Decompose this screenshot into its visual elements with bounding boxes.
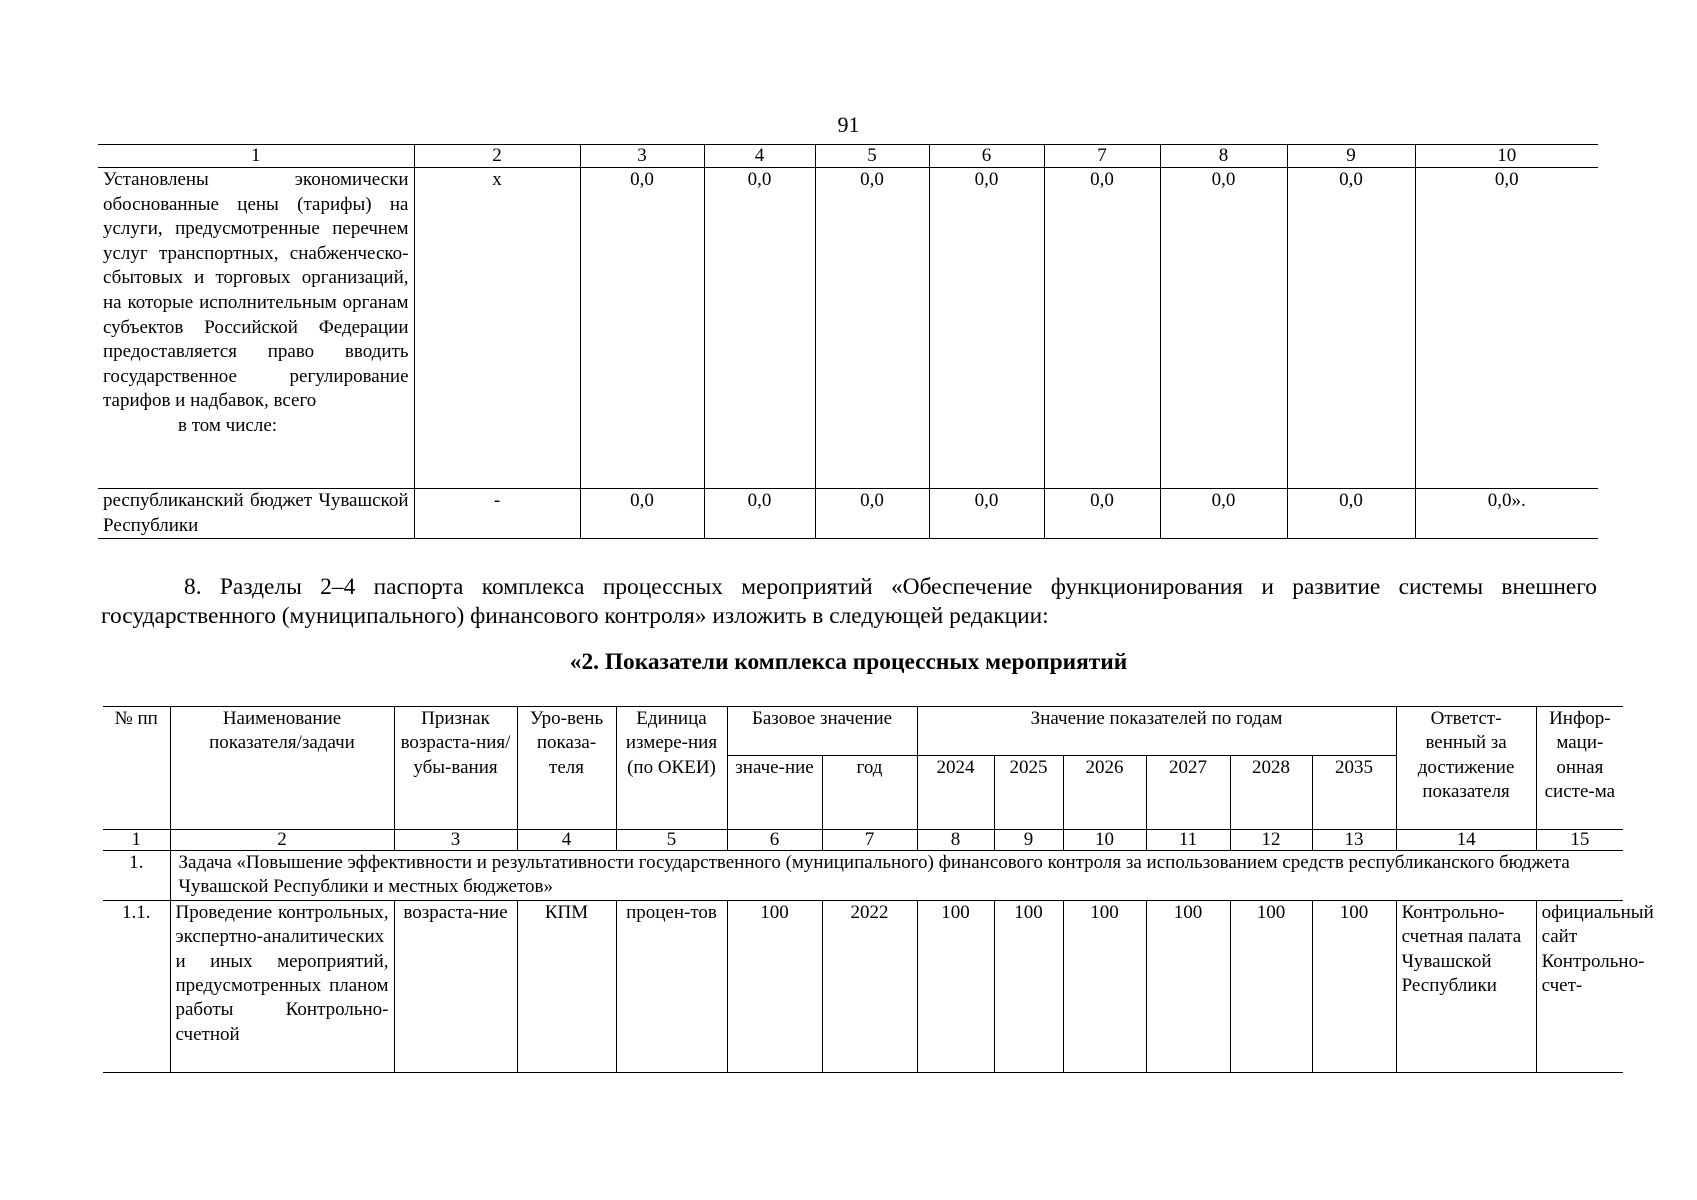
row-name-cell: республиканский бюджет Чувашской Республики xyxy=(98,489,414,539)
value-cell: 0,0 xyxy=(815,168,929,489)
row-name-cell xyxy=(98,168,414,489)
table1-col-number: 3 xyxy=(580,145,704,168)
column-number: 13 xyxy=(1312,830,1396,851)
amendment-paragraph: 8. Разделы 2–4 паспорта комплекса процессных мероприятий «Обеспечение функционирования и развитие системы внешнего государственного (муниципального) финансового контроля» изложить в следующей редакции: xyxy=(101,574,1597,629)
header-base: Базовое значение xyxy=(727,707,917,756)
section-heading: «2. Показатели комплекса процессных мероприятий xyxy=(569,649,1128,675)
header-num: № пп xyxy=(103,707,170,830)
row-info-system: официальный сайт Контрольно-счет- xyxy=(1536,900,1623,1072)
column-number: 4 xyxy=(517,830,616,851)
row-year-value: 100 xyxy=(994,900,1063,1072)
table-row xyxy=(98,168,1598,489)
header-year: 2026 xyxy=(1063,756,1146,830)
value-cell: 0,0 xyxy=(1287,489,1415,539)
value-cell: 0,0 xyxy=(1044,168,1160,489)
row-name: Проведение контрольных, экспертно-аналитических и иных мероприятий, предусмотренных планом работы Контрольно-счетной xyxy=(170,900,394,1072)
header-values-by-year: Значение показателей по годам xyxy=(917,707,1396,756)
value-cell: 0,0 xyxy=(704,489,815,539)
value-cell: 0,0 xyxy=(1415,168,1598,489)
task-row xyxy=(103,851,1623,901)
row-year-value: 100 xyxy=(1230,900,1312,1072)
table-row xyxy=(98,489,1598,539)
column-number: 11 xyxy=(1146,830,1230,851)
header-info-system: Инфор-маци-онная систе-ма xyxy=(1536,707,1623,830)
value-cell: 0,0 xyxy=(1160,168,1287,489)
table1-col-number: 6 xyxy=(929,145,1044,168)
row-unit: процен-тов xyxy=(616,900,727,1072)
column-number: 9 xyxy=(994,830,1063,851)
header-base-value: значе-ние xyxy=(727,756,822,830)
header-level: Уро-вень показа-теля xyxy=(517,707,616,830)
indicator-values-table xyxy=(98,144,1598,539)
column-number: 14 xyxy=(1396,830,1536,851)
table1-header-row xyxy=(98,145,1598,168)
value-cell: 0,0 xyxy=(1287,168,1415,489)
page-number: 91 xyxy=(837,112,860,137)
header-year: 2024 xyxy=(917,756,994,830)
value-cell: 0,0 xyxy=(580,168,704,489)
task-num: 1. xyxy=(103,851,170,901)
header-year: 2025 xyxy=(994,756,1063,830)
column-number: 8 xyxy=(917,830,994,851)
task-text: Задача «Повышение эффективности и результативности государственного (муниципального) финансового контроля за использованием средств республиканского бюджета Чувашской Республики и местных бюджетов» xyxy=(170,851,1623,901)
process-indicators-table xyxy=(103,706,1654,1073)
row-num: 1.1. xyxy=(103,900,170,1072)
row-sign: возраста-ние xyxy=(394,900,517,1072)
column-number: 10 xyxy=(1063,830,1146,851)
column-numbers-row xyxy=(103,830,1623,851)
table1-col-number: 5 xyxy=(815,145,929,168)
table1-col-number: 7 xyxy=(1044,145,1160,168)
header-sign: Признак возраста-ния/убы-вания xyxy=(394,707,517,830)
header-name: Наименование показателя/задачи xyxy=(170,707,394,830)
table1-col-number: 2 xyxy=(414,145,580,168)
table1-col-number: 1 xyxy=(98,145,414,168)
column-number: 3 xyxy=(394,830,517,851)
value-cell: 0,0 xyxy=(815,489,929,539)
table-row xyxy=(103,900,1623,1072)
column-number: 6 xyxy=(727,830,822,851)
value-cell: x xyxy=(414,168,580,489)
header-year: 2027 xyxy=(1146,756,1230,830)
column-number: 15 xyxy=(1536,830,1623,851)
table1-col-number: 10 xyxy=(1415,145,1598,168)
value-cell: 0,0». xyxy=(1415,489,1598,539)
value-cell: 0,0 xyxy=(1160,489,1287,539)
row-name-text: Установлены экономически обоснованные цены (тарифы) на услуги, предусмотренные перечнем услуг транспортных, снабженческо-сбытовых и торговых организаций, на которые исполнительным органам субъектов Российской Федерации предоставляется право вводить государственное регулирование тарифов и надбавок, всего xyxy=(103,169,409,412)
value-cell: 0,0 xyxy=(580,489,704,539)
row-year-value: 100 xyxy=(1146,900,1230,1072)
value-cell: 0,0 xyxy=(704,168,815,489)
header-base-year: год xyxy=(822,756,917,830)
row-year-value: 100 xyxy=(1063,900,1146,1072)
table1-col-number: 9 xyxy=(1287,145,1415,168)
column-number: 7 xyxy=(822,830,917,851)
row-base-value: 100 xyxy=(727,900,822,1072)
value-cell: 0,0 xyxy=(929,168,1044,489)
row-responsible: Контрольно-счетная палата Чувашской Республики xyxy=(1396,900,1536,1072)
column-number: 5 xyxy=(616,830,727,851)
header-responsible: Ответст-венный за достижение показателя xyxy=(1396,707,1536,830)
table1-col-number: 8 xyxy=(1160,145,1287,168)
table1-col-number: 4 xyxy=(704,145,815,168)
row-year-value: 100 xyxy=(917,900,994,1072)
column-number: 12 xyxy=(1230,830,1312,851)
header-unit: Единица измере-ния (по ОКЕИ) xyxy=(616,707,727,830)
value-cell: 0,0 xyxy=(1044,489,1160,539)
value-cell: - xyxy=(414,489,580,539)
column-number: 2 xyxy=(170,830,394,851)
row-level: КПМ xyxy=(517,900,616,1072)
value-cell: 0,0 xyxy=(929,489,1044,539)
header-year: 2035 xyxy=(1312,756,1396,830)
table2-header-row xyxy=(103,707,1623,756)
column-number: 1 xyxy=(103,830,170,851)
row-subnote: в том числе: xyxy=(178,414,278,436)
header-year: 2028 xyxy=(1230,756,1312,830)
row-base-year: 2022 xyxy=(822,900,917,1072)
row-year-value: 100 xyxy=(1312,900,1396,1072)
